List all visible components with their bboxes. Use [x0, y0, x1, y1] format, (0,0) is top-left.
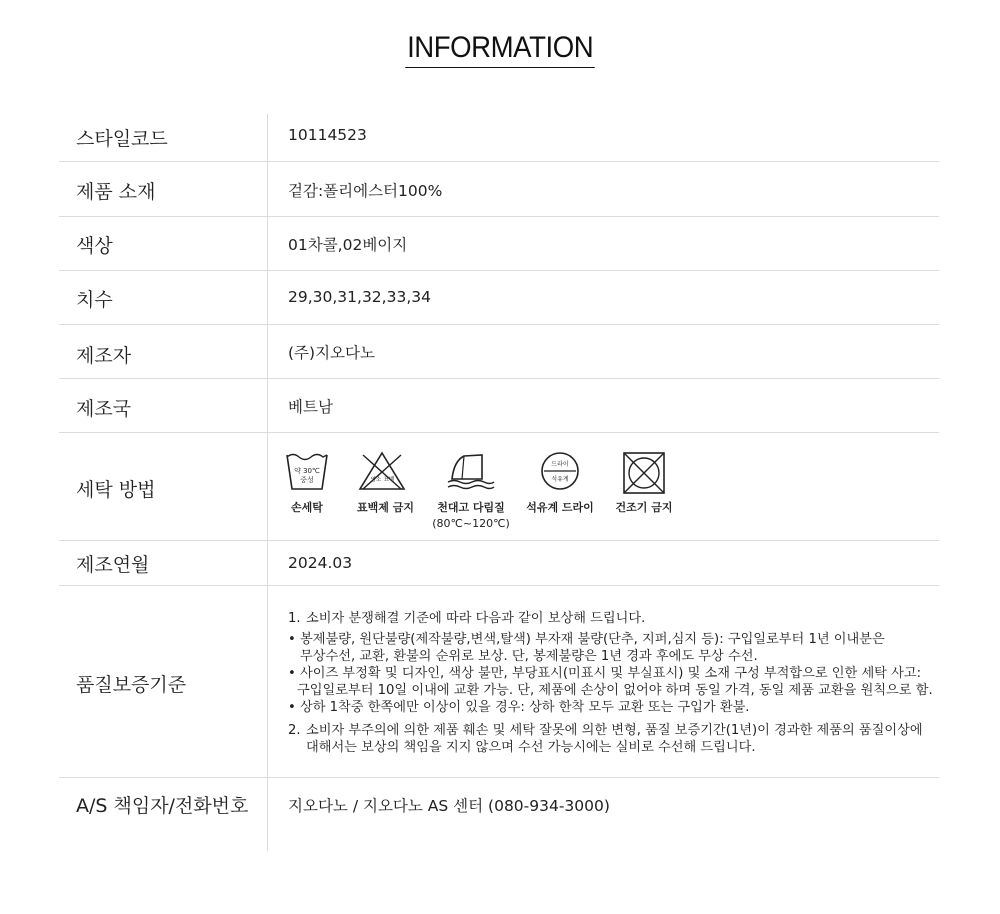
row-wash — [59, 433, 939, 541]
quality-item-2 — [288, 722, 938, 756]
item-text: 대해서는 보상의 책임을 지지 않으며 수선 가능시에는 실비로 수선해 드립니다. — [306, 740, 756, 755]
dry-clean-icon — [525, 451, 595, 515]
row-style-code — [59, 114, 939, 162]
row-size — [59, 271, 939, 325]
icon-caption: 석유계 드라이 — [526, 501, 594, 514]
no-bleach-text1: 염소 — [370, 477, 382, 483]
bullet: • — [288, 632, 296, 647]
row-label: 스타일코드 — [76, 128, 168, 150]
icon-caption: 표백제 금지 — [357, 501, 414, 514]
bullet-line: 사이즈 부정확 및 디자인, 색상 불만, 부당표시(미표시 및 부실표시) 및 소재 구성 부적합으로 인한 세탁 사고: — [300, 666, 922, 681]
row-label: 제조연월 — [76, 554, 150, 576]
bullet: • — [288, 700, 296, 715]
icon-caption: 손세탁 — [291, 501, 323, 514]
item-text: 소비자 부주의에 의한 제품 훼손 및 세탁 잘못에 의한 변형, 품질 보증기간(1년)이 경과한 제품의 품질이상에 — [306, 723, 923, 738]
bullet-line: 구입일로부터 10일 이내에 교환 가능. 단, 제품에 손상이 없어야 하며 동일 가격, 동일 제품 교환을 원칙으로 함. — [297, 683, 933, 698]
row-label: 품질보증기준 — [76, 674, 187, 696]
row-value: 지오다노 / 지오다노 AS 센터 (080-934-3000) — [288, 797, 610, 815]
row-value: 겉감:폴리에스터100% — [288, 182, 443, 200]
icon-caption: 건조기 금지 — [615, 501, 673, 514]
bullet: • — [288, 666, 296, 681]
icon-subcaption: (80℃~120℃) — [432, 517, 510, 530]
row-value: 01차콜,02베이지 — [288, 236, 408, 254]
no-tumble-dry-icon — [615, 451, 673, 515]
row-label: A/S 책임자/전화번호 — [76, 795, 249, 817]
row-label: 제조자 — [76, 345, 132, 367]
hand-wash-neutral: 중성 — [300, 476, 314, 484]
no-bleach-icon — [357, 451, 414, 515]
item-number: 2. — [288, 723, 301, 738]
quality-bullet-3 — [288, 699, 938, 716]
page-title: INFORMATION — [405, 30, 595, 68]
row-value: 베트남 — [288, 398, 333, 416]
row-value: 10114523 — [288, 126, 367, 144]
bullet-line: 상하 1착중 한쪽에만 이상이 있을 경우: 상하 한착 모두 교환 또는 구입가 환불. — [300, 700, 750, 715]
row-value: 2024.03 — [288, 554, 353, 572]
info-table — [59, 114, 939, 854]
row-label: 치수 — [76, 289, 113, 311]
hand-wash-temp: 약 30℃ — [294, 467, 320, 475]
quality-bullet-2 — [288, 665, 938, 699]
quality-bullet-1 — [288, 631, 938, 665]
row-label: 제조국 — [76, 398, 132, 420]
row-date — [59, 541, 939, 586]
hand-wash-icon — [285, 451, 329, 515]
row-label: 세탁 방법 — [76, 479, 156, 501]
icon-caption: 천대고 다림질 — [437, 501, 505, 514]
item-text: 소비자 분쟁해결 기준에 따라 다음과 같이 보상해 드립니다. — [306, 611, 646, 626]
row-label: 제품 소재 — [76, 181, 156, 203]
dry-clean-text1: 드라이 — [551, 461, 569, 468]
row-material — [59, 162, 939, 217]
bullet-line: 무상수선, 교환, 환불의 순위로 보상. 단, 봉제불량은 1년 경과 후에도 무상 수선. — [300, 649, 758, 664]
no-bleach-text2: 표백 — [383, 477, 395, 483]
row-color — [59, 217, 939, 271]
quality-text — [288, 610, 938, 756]
item-number: 1. — [288, 611, 301, 626]
row-maker — [59, 325, 939, 379]
row-value: 29,30,31,32,33,34 — [288, 288, 431, 306]
row-value: (주)지오다노 — [288, 344, 375, 362]
page-title-wrap — [0, 30, 1000, 68]
iron-icon — [432, 451, 510, 530]
bullet-line: 봉제불량, 원단불량(제작불량,변색,탈색) 부자재 불량(단추, 지퍼,심지 등): 구입일로부터 1년 이내분은 — [300, 632, 885, 647]
quality-item-1 — [288, 610, 938, 627]
row-country — [59, 379, 939, 433]
row-as — [59, 778, 939, 854]
row-label: 색상 — [76, 235, 113, 257]
dry-clean-text2: 석유계 — [551, 476, 569, 483]
row-quality — [59, 586, 939, 778]
